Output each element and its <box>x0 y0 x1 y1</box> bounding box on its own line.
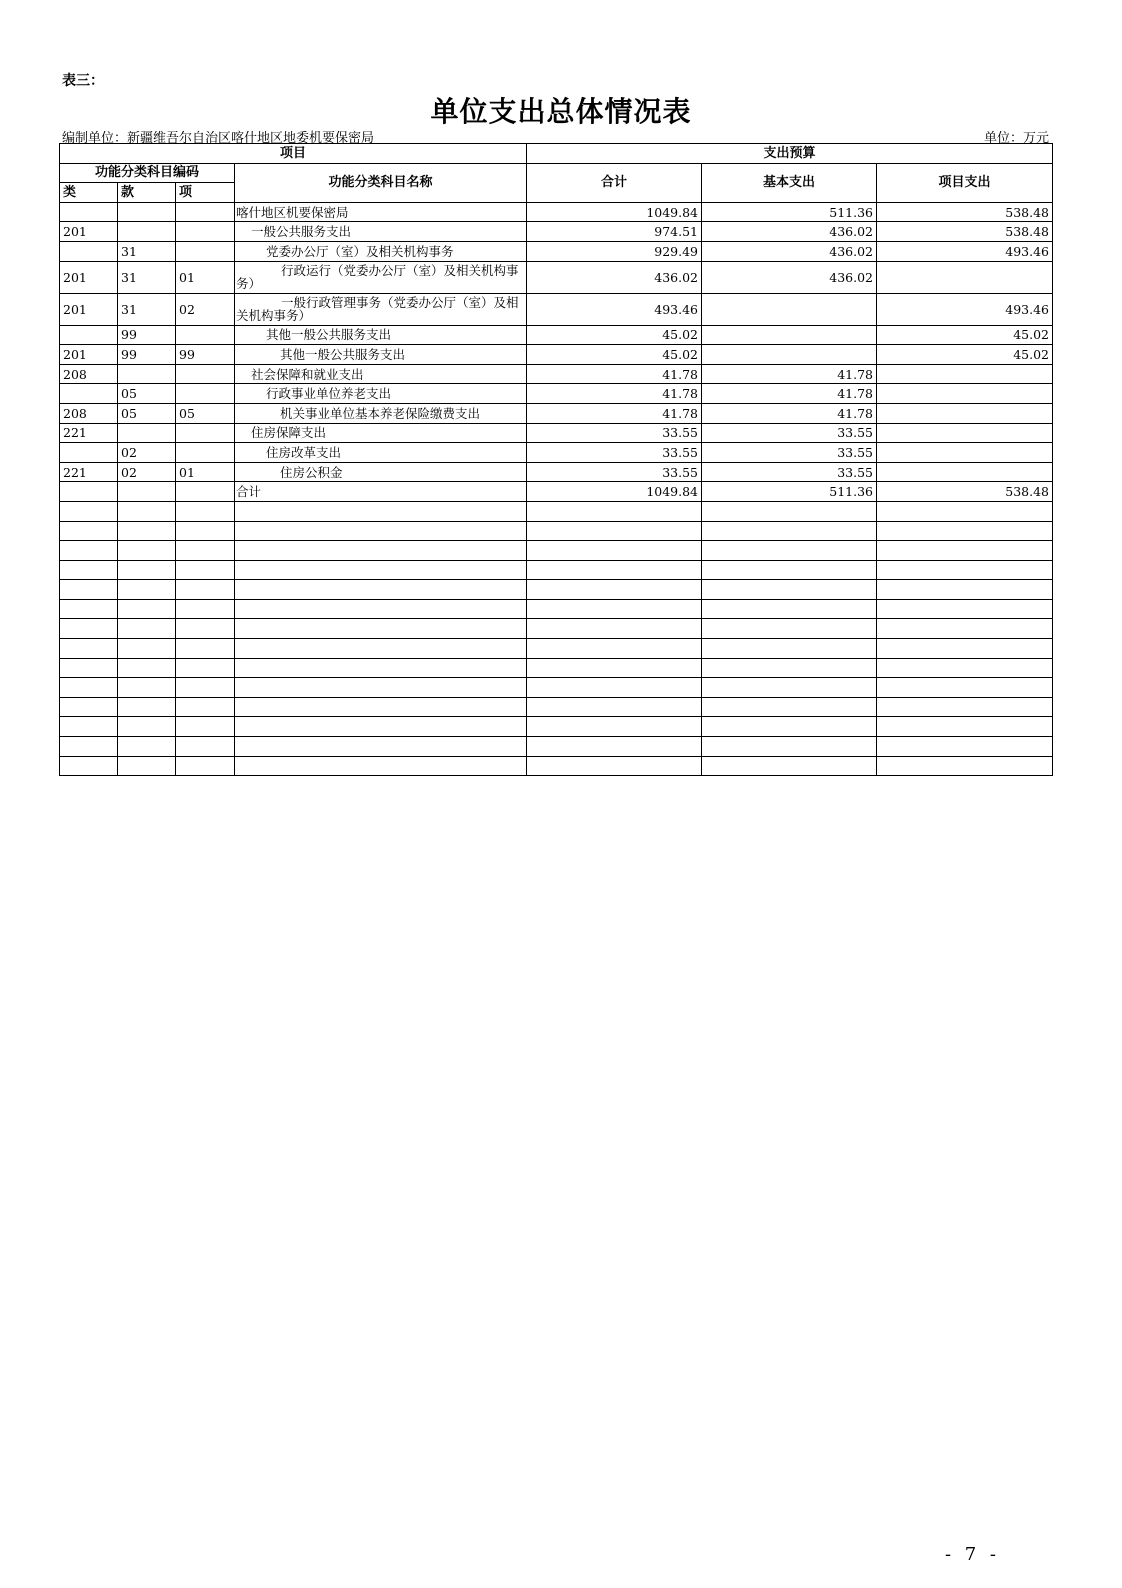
cell-project: 538.48 <box>877 482 1053 502</box>
empty-cell <box>877 580 1053 600</box>
cell-project: 538.48 <box>877 202 1053 222</box>
cell-kuan <box>118 364 176 384</box>
empty-cell <box>702 619 877 639</box>
empty-cell <box>877 737 1053 757</box>
cell-xiang <box>176 482 235 502</box>
table-row <box>60 325 1053 345</box>
cell-name: 行政运行（党委办公厅（室）及相关机构事务） <box>235 261 527 293</box>
table-label: 表三： <box>62 73 104 89</box>
empty-cell <box>702 560 877 580</box>
empty-cell <box>877 560 1053 580</box>
cell-kuan: 02 <box>118 462 176 482</box>
cell-kuan: 99 <box>118 325 176 345</box>
cell-xiang <box>176 222 235 242</box>
cell-project <box>877 384 1053 404</box>
cell-total: 41.78 <box>527 364 702 384</box>
cell-name: 行政事业单位养老支出 <box>235 384 527 404</box>
cell-total: 41.78 <box>527 384 702 404</box>
empty-cell <box>702 678 877 698</box>
cell-name: 一般公共服务支出 <box>235 222 527 242</box>
cell-kuan <box>118 482 176 502</box>
table-row <box>60 241 1053 261</box>
cell-basic: 436.02 <box>702 261 877 293</box>
cell-basic: 41.78 <box>702 364 877 384</box>
empty-cell <box>60 599 118 619</box>
cell-name: 党委办公厅（室）及相关机构事务 <box>235 241 527 261</box>
empty-cell <box>527 560 702 580</box>
empty-cell <box>176 697 235 717</box>
empty-cell <box>877 756 1053 776</box>
cell-total: 33.55 <box>527 423 702 443</box>
cell-basic: 41.78 <box>702 384 877 404</box>
empty-row <box>60 678 1053 698</box>
empty-cell <box>176 560 235 580</box>
cell-total: 493.46 <box>527 293 702 325</box>
table-body <box>60 202 1053 775</box>
cell-xiang <box>176 384 235 404</box>
expenditure-table <box>59 143 1053 776</box>
header-code-group: 功能分类科目编码 <box>60 163 235 183</box>
empty-cell <box>877 697 1053 717</box>
cell-kuan <box>118 202 176 222</box>
empty-cell <box>702 580 877 600</box>
cell-name: 其他一般公共服务支出 <box>235 345 527 365</box>
empty-cell <box>877 658 1053 678</box>
cell-basic <box>702 325 877 345</box>
empty-cell <box>118 580 176 600</box>
cell-basic: 33.55 <box>702 462 877 482</box>
cell-project: 45.02 <box>877 345 1053 365</box>
cell-lei: 201 <box>60 261 118 293</box>
empty-cell <box>176 501 235 521</box>
empty-cell <box>527 717 702 737</box>
empty-row <box>60 619 1053 639</box>
empty-cell <box>176 717 235 737</box>
cell-name: 住房公积金 <box>235 462 527 482</box>
cell-lei <box>60 482 118 502</box>
cell-project <box>877 403 1053 423</box>
cell-total: 974.51 <box>527 222 702 242</box>
cell-basic: 436.02 <box>702 222 877 242</box>
cell-project: 493.46 <box>877 293 1053 325</box>
cell-lei: 221 <box>60 423 118 443</box>
header-kuan: 款 <box>118 183 176 203</box>
cell-project <box>877 261 1053 293</box>
empty-cell <box>118 756 176 776</box>
empty-cell <box>702 737 877 757</box>
cell-project <box>877 364 1053 384</box>
cell-xiang <box>176 443 235 463</box>
header-project-expense: 项目支出 <box>877 163 1053 202</box>
empty-cell <box>118 658 176 678</box>
cell-project: 45.02 <box>877 325 1053 345</box>
empty-cell <box>118 717 176 737</box>
empty-cell <box>702 658 877 678</box>
cell-lei <box>60 241 118 261</box>
empty-row <box>60 717 1053 737</box>
empty-cell <box>235 521 527 541</box>
empty-row <box>60 639 1053 659</box>
empty-cell <box>877 717 1053 737</box>
cell-total: 929.49 <box>527 241 702 261</box>
empty-cell <box>118 619 176 639</box>
cell-kuan: 02 <box>118 443 176 463</box>
cell-kuan: 31 <box>118 293 176 325</box>
header-name: 功能分类科目名称 <box>235 163 527 202</box>
cell-lei: 208 <box>60 403 118 423</box>
empty-cell <box>118 560 176 580</box>
empty-cell <box>877 678 1053 698</box>
currency-unit: 单位：万元 <box>983 131 1049 146</box>
cell-kuan: 31 <box>118 241 176 261</box>
empty-cell <box>176 737 235 757</box>
empty-cell <box>176 639 235 659</box>
cell-lei <box>60 443 118 463</box>
empty-cell <box>527 541 702 561</box>
cell-basic: 41.78 <box>702 403 877 423</box>
empty-cell <box>877 541 1053 561</box>
empty-cell <box>235 678 527 698</box>
empty-cell <box>235 756 527 776</box>
table-row <box>60 222 1053 242</box>
cell-project <box>877 423 1053 443</box>
table-row <box>60 345 1053 365</box>
empty-cell <box>60 580 118 600</box>
cell-total: 1049.84 <box>527 202 702 222</box>
table-row <box>60 482 1053 502</box>
cell-kuan: 05 <box>118 384 176 404</box>
empty-cell <box>702 521 877 541</box>
table-row <box>60 423 1053 443</box>
empty-cell <box>60 658 118 678</box>
empty-cell <box>527 678 702 698</box>
empty-cell <box>527 697 702 717</box>
empty-cell <box>527 501 702 521</box>
empty-row <box>60 541 1053 561</box>
empty-cell <box>118 541 176 561</box>
empty-cell <box>527 521 702 541</box>
empty-cell <box>235 580 527 600</box>
cell-lei: 201 <box>60 293 118 325</box>
cell-total: 41.78 <box>527 403 702 423</box>
empty-cell <box>60 541 118 561</box>
empty-cell <box>118 678 176 698</box>
table-row <box>60 261 1053 293</box>
page-title: 单位支出总体情况表 <box>430 95 692 128</box>
empty-row <box>60 697 1053 717</box>
empty-cell <box>118 599 176 619</box>
table-row <box>60 443 1053 463</box>
empty-cell <box>702 599 877 619</box>
empty-cell <box>176 678 235 698</box>
empty-row <box>60 580 1053 600</box>
cell-total: 45.02 <box>527 345 702 365</box>
cell-kuan: 99 <box>118 345 176 365</box>
empty-row <box>60 501 1053 521</box>
compiler-unit: 编制单位：新疆维吾尔自治区喀什地区地委机要保密局 <box>62 131 375 146</box>
empty-cell <box>527 599 702 619</box>
cell-project: 538.48 <box>877 222 1053 242</box>
empty-cell <box>702 717 877 737</box>
empty-cell <box>60 678 118 698</box>
empty-cell <box>527 756 702 776</box>
empty-cell <box>235 697 527 717</box>
empty-row <box>60 756 1053 776</box>
empty-cell <box>235 541 527 561</box>
cell-project <box>877 462 1053 482</box>
empty-cell <box>60 717 118 737</box>
empty-cell <box>527 737 702 757</box>
header-xiang: 项 <box>176 183 235 203</box>
cell-name: 住房改革支出 <box>235 443 527 463</box>
cell-lei <box>60 325 118 345</box>
empty-cell <box>235 717 527 737</box>
cell-lei: 201 <box>60 222 118 242</box>
cell-xiang: 01 <box>176 462 235 482</box>
header-total: 合计 <box>527 163 702 202</box>
empty-cell <box>877 501 1053 521</box>
empty-cell <box>176 521 235 541</box>
cell-lei: 208 <box>60 364 118 384</box>
empty-row <box>60 737 1053 757</box>
empty-cell <box>235 501 527 521</box>
cell-basic: 33.55 <box>702 423 877 443</box>
empty-cell <box>235 658 527 678</box>
empty-cell <box>877 639 1053 659</box>
empty-cell <box>118 639 176 659</box>
empty-cell <box>702 541 877 561</box>
header-project: 项目 <box>60 144 527 164</box>
cell-xiang <box>176 364 235 384</box>
header-basic: 基本支出 <box>702 163 877 202</box>
empty-cell <box>235 639 527 659</box>
empty-cell <box>877 599 1053 619</box>
cell-name: 住房保障支出 <box>235 423 527 443</box>
table-row <box>60 403 1053 423</box>
cell-lei <box>60 202 118 222</box>
cell-name: 合计 <box>235 482 527 502</box>
cell-project <box>877 443 1053 463</box>
cell-xiang: 01 <box>176 261 235 293</box>
cell-basic <box>702 293 877 325</box>
empty-cell <box>235 599 527 619</box>
cell-kuan: 31 <box>118 261 176 293</box>
cell-lei <box>60 384 118 404</box>
empty-cell <box>235 619 527 639</box>
cell-xiang <box>176 202 235 222</box>
empty-cell <box>527 658 702 678</box>
cell-name: 机关事业单位基本养老保险缴费支出 <box>235 403 527 423</box>
empty-cell <box>60 619 118 639</box>
cell-total: 45.02 <box>527 325 702 345</box>
empty-row <box>60 521 1053 541</box>
empty-row <box>60 560 1053 580</box>
cell-kuan <box>118 222 176 242</box>
header-budget: 支出预算 <box>527 144 1053 164</box>
empty-cell <box>527 619 702 639</box>
empty-cell <box>235 560 527 580</box>
cell-basic: 511.36 <box>702 202 877 222</box>
empty-cell <box>176 756 235 776</box>
cell-kuan <box>118 423 176 443</box>
table-row <box>60 202 1053 222</box>
empty-cell <box>60 697 118 717</box>
cell-project: 493.46 <box>877 241 1053 261</box>
cell-name: 一般行政管理事务（党委办公厅（室）及相关机构事务） <box>235 293 527 325</box>
header-lei: 类 <box>60 183 118 203</box>
cell-basic: 33.55 <box>702 443 877 463</box>
cell-name: 社会保障和就业支出 <box>235 364 527 384</box>
empty-cell <box>702 639 877 659</box>
empty-cell <box>877 521 1053 541</box>
cell-lei: 221 <box>60 462 118 482</box>
table-header <box>60 144 1053 203</box>
empty-cell <box>60 756 118 776</box>
cell-xiang: 99 <box>176 345 235 365</box>
cell-total: 436.02 <box>527 261 702 293</box>
cell-name: 喀什地区机要保密局 <box>235 202 527 222</box>
empty-cell <box>176 619 235 639</box>
table-row <box>60 462 1053 482</box>
empty-cell <box>702 756 877 776</box>
cell-name: 其他一般公共服务支出 <box>235 325 527 345</box>
cell-kuan: 05 <box>118 403 176 423</box>
cell-xiang <box>176 241 235 261</box>
cell-total: 33.55 <box>527 443 702 463</box>
cell-xiang <box>176 423 235 443</box>
empty-cell <box>118 697 176 717</box>
cell-xiang: 05 <box>176 403 235 423</box>
cell-xiang: 02 <box>176 293 235 325</box>
empty-cell <box>176 658 235 678</box>
empty-cell <box>118 521 176 541</box>
empty-cell <box>702 697 877 717</box>
page-number: - 7 - <box>944 1544 1000 1565</box>
empty-cell <box>118 737 176 757</box>
empty-cell <box>118 501 176 521</box>
empty-cell <box>877 619 1053 639</box>
empty-cell <box>702 501 877 521</box>
cell-lei: 201 <box>60 345 118 365</box>
empty-cell <box>527 639 702 659</box>
cell-basic <box>702 345 877 365</box>
cell-total: 1049.84 <box>527 482 702 502</box>
empty-row <box>60 658 1053 678</box>
empty-cell <box>527 580 702 600</box>
table-row <box>60 293 1053 325</box>
empty-cell <box>60 737 118 757</box>
empty-cell <box>60 521 118 541</box>
empty-cell <box>60 560 118 580</box>
empty-cell <box>176 599 235 619</box>
cell-xiang <box>176 325 235 345</box>
empty-cell <box>176 580 235 600</box>
empty-cell <box>60 501 118 521</box>
empty-cell <box>235 737 527 757</box>
empty-row <box>60 599 1053 619</box>
cell-total: 33.55 <box>527 462 702 482</box>
table-row <box>60 384 1053 404</box>
cell-basic: 436.02 <box>702 241 877 261</box>
empty-cell <box>60 639 118 659</box>
table-row <box>60 364 1053 384</box>
empty-cell <box>176 541 235 561</box>
cell-basic: 511.36 <box>702 482 877 502</box>
